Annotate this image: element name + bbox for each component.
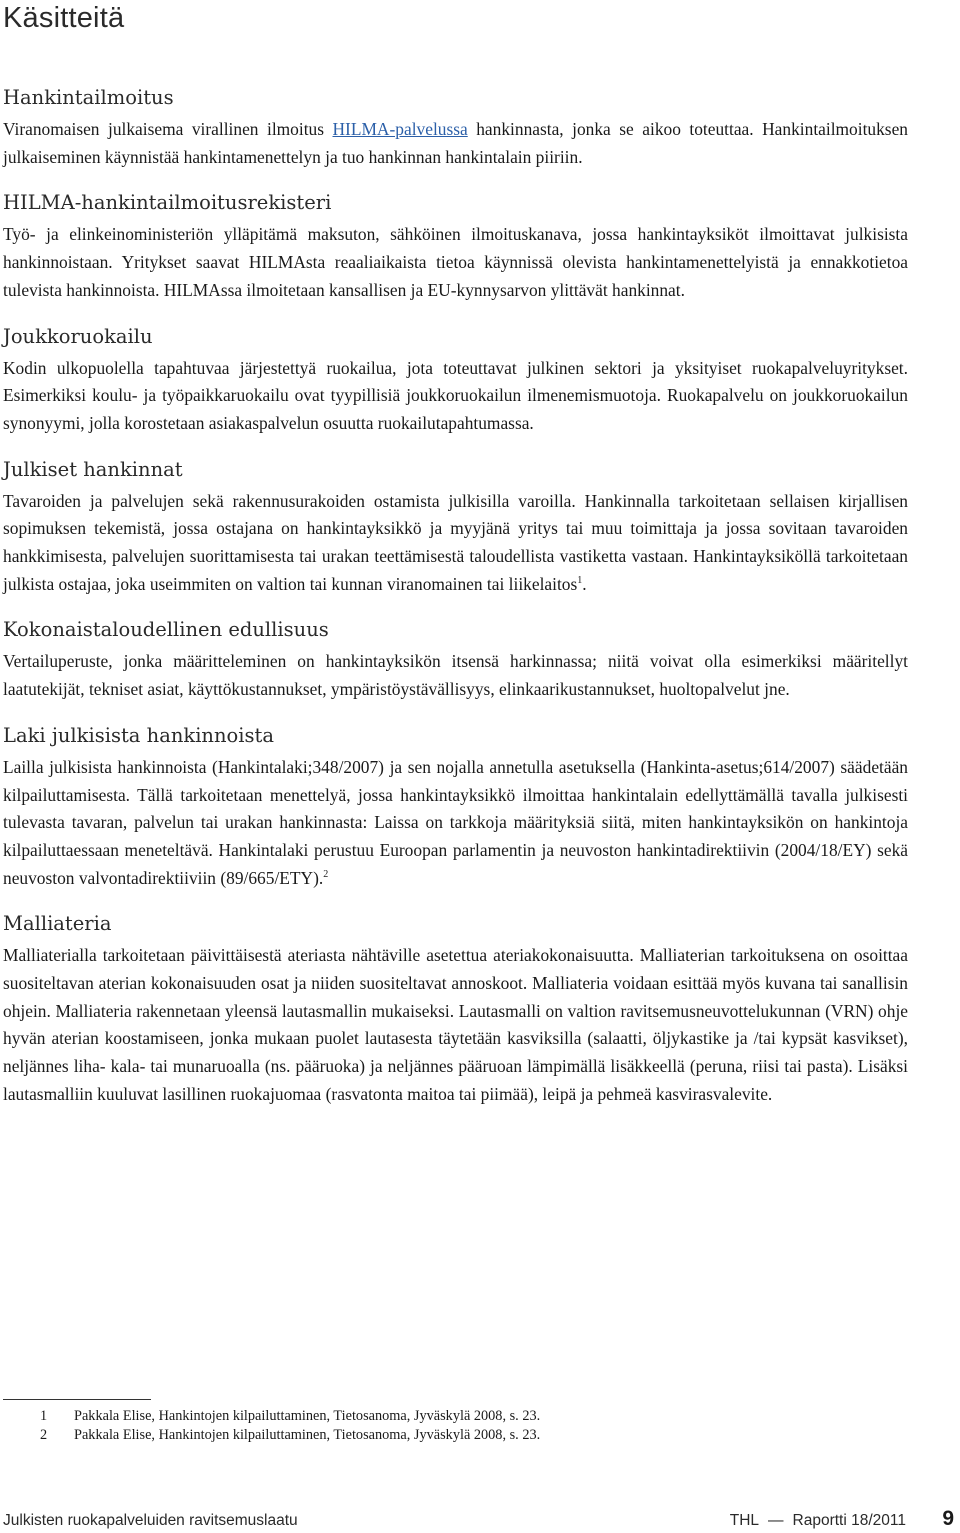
section-julkiset-hankinnat	[3, 456, 908, 599]
section-laki-julkisista-hankinnoista	[3, 722, 908, 893]
hilma-palvelu-link[interactable]: HILMA-palvelussa	[332, 119, 468, 139]
body-text: hankinnasta, jonka se aikoo toteuttaa. Hankintailmoituksen julkaiseminen käynnistää hankintamenettelyn ja tuo hankinnan hankintalain piiriin.	[3, 119, 908, 167]
section-heading: Julkiset hankinnat	[3, 457, 183, 481]
section-heading: Kokonaistaloudellinen edullisuus	[3, 618, 329, 642]
footnote-item	[40, 1407, 900, 1426]
section-body	[3, 116, 908, 171]
footnote-text: Pakkala Elise, Hankintojen kilpailuttaminen, Tietosanoma, Jyväskylä 2008, s. 23.	[74, 1427, 541, 1443]
section-body: Vertailuperuste, jonka määritteleminen on hankintayksikön itsensä harkinnassa; niitä voivat olla esimerkiksi määritellyt laatutekijät, tekniset asiat, käyttökustannukset, ympäristöystävällisyys, elinkaarikustannukset, huoltopalvelut jne.	[3, 651, 908, 700]
section-hankintailmoitus	[3, 84, 908, 171]
section-heading: Hankintailmoitus	[3, 86, 174, 109]
section-heading: HILMA-hankintailmoitusrekisteri	[3, 191, 332, 215]
section-body	[3, 754, 908, 893]
footnote-text: Pakkala Elise, Hankintojen kilpailuttaminen, Tietosanoma, Jyväskylä 2008, s. 23.	[74, 1408, 541, 1424]
section-hilma-rekisteri	[3, 189, 908, 304]
footer-separator: —	[768, 1512, 784, 1529]
footer-report-info	[730, 1512, 906, 1530]
footnote-ref: 2	[323, 868, 329, 880]
footnotes	[40, 1407, 900, 1445]
body-text: .	[582, 573, 587, 594]
page-footer	[3, 1509, 960, 1533]
body-text: Viranomaisen julkaisema virallinen ilmoitus	[3, 119, 333, 139]
section-kokonaistaloudellinen-edullisuus	[3, 616, 908, 703]
page-number: 9	[942, 1507, 954, 1530]
page-title: Käsitteitä	[3, 2, 125, 34]
footer-publication-title: Julkisten ruokapalveluiden ravitsemuslaatu	[3, 1512, 298, 1529]
footer-report-number: Raportti 18/2011	[792, 1512, 906, 1529]
footnote-divider	[3, 1399, 151, 1400]
footnote-number: 2	[40, 1427, 48, 1443]
body-text: Tavaroiden ja palvelujen sekä rakennusurakoiden ostamista julkisilla varoilla. Hankinnalla tarkoitetaan sellaisen kirjallisen sopimuksen tekemistä, jossa ostajana on hankintayksikkö ja myyjänä yritys tai muu toimittaja ja jossa sovitaan tavaroiden hankkimisesta, palvelujen suorittamisesta tai urakan teettämisestä taloudellista vastiketta vastaan. Hankintayksiköllä tarkoitetaan julkista ostajaa, joka useimmiten on valtion tai kunnan viranomainen tai liikelaitos	[3, 490, 908, 594]
section-body: Kodin ulkopuolella tapahtuvaa järjestettyä ruokailua, jota toteuttavat julkinen sektori ja yksityiset ruokapalveluyritykset. Esimerkiksi koulu- ja työpaikkaruokailu ovat tyypillisiä joukkoruokailun ilmenemismuotoja. Ruokapalvelu on joukkoruokailun synonyymi, jolla korostetaan asiakaspalvelun osuutta ruokailutapahtumassa.	[3, 357, 908, 433]
footnote-item	[40, 1426, 900, 1445]
section-body: Työ- ja elinkeinoministeriön ylläpitämä maksuton, sähköinen ilmoituskanava, jossa hankintayksiköt ilmoittavat julkisista hankinnoistaan. Yritykset saavat HILMAsta reaaliaikaista tietoa käynnissä olevista hankintamenettelyistä ja ennakkotietoa tulevista hankinnoista. HILMAssa ilmoitetaan kansallisen ja EU-kynnysarvon ylittävät hankinnat.	[3, 224, 908, 300]
section-body: Malliaterialla tarkoitetaan päivittäisestä ateriasta nähtäville asetettua ateriakokonaisuutta. Malliaterian tarkoituksena on osoittaa suositeltavan aterian kokonaisuuden osat ja niiden suositeltavat annoskoot. Malliateria voidaan esittää myös kuvana tai sanallisin ohjein. Malliateria rakennetaan yleensä lautasmallin mukaiseksi. Lautasmalli on valtion ravitsemusneuvottelukunnan (VRN) ohje hyvän aterian koostamiseen, jonka mukaan puolet lautasesta täytetään kasviksilla (salaatti, öljykastike ja /tai kypsät kasvikset), neljännes liha- kala- tai munaruoalla (ns. pääruoka) ja neljännes pääruoan lämpimällä lisäkkeellä (peruna, riisi tai pasta). Lisäksi lautasmalliin kuuluvat lasillinen ruokajuomaa (rasvatonta maitoa tai piimää), leipä ja pehmeä kasvirasvalevite.	[3, 945, 908, 1104]
main-content	[3, 84, 908, 1109]
footnote-number: 1	[40, 1408, 48, 1424]
section-heading: Laki julkisista hankinnoista	[3, 723, 274, 747]
footer-publisher: THL	[729, 1512, 760, 1529]
section-body	[3, 488, 908, 599]
footnote-ref: 1	[577, 574, 583, 586]
section-heading: Malliateria	[3, 912, 112, 936]
section-malliateria	[3, 910, 908, 1108]
body-text: Lailla julkisista hankinnoista (Hankintalaki;348/2007) ja sen nojalla annetulla asetuksella (Hankinta-asetus;614/2007) säädetään kilpailuttamisesta. Tällä tarkoitetaan menettelyä, jossa hankintayksikkö ilmoittaa hankintalain edellyttämällä tavalla julkisesti tulevasta tavaran, palvelun tai urakan hankinnasta: Laissa on tarkkoja määrityksiä siitä, miten hankintayksikön on hankintoja kilpailuttaessaan meneteltävä. Hankintalaki perustuu Euroopan parlamentin ja neuvoston hankintadirektiivin (2004/18/EY) sekä neuvoston valvontadirektiiviin (89/665/ETY).	[3, 756, 908, 888]
section-heading: Joukkoruokailu	[3, 324, 153, 348]
section-joukkoruokailu	[3, 323, 908, 438]
